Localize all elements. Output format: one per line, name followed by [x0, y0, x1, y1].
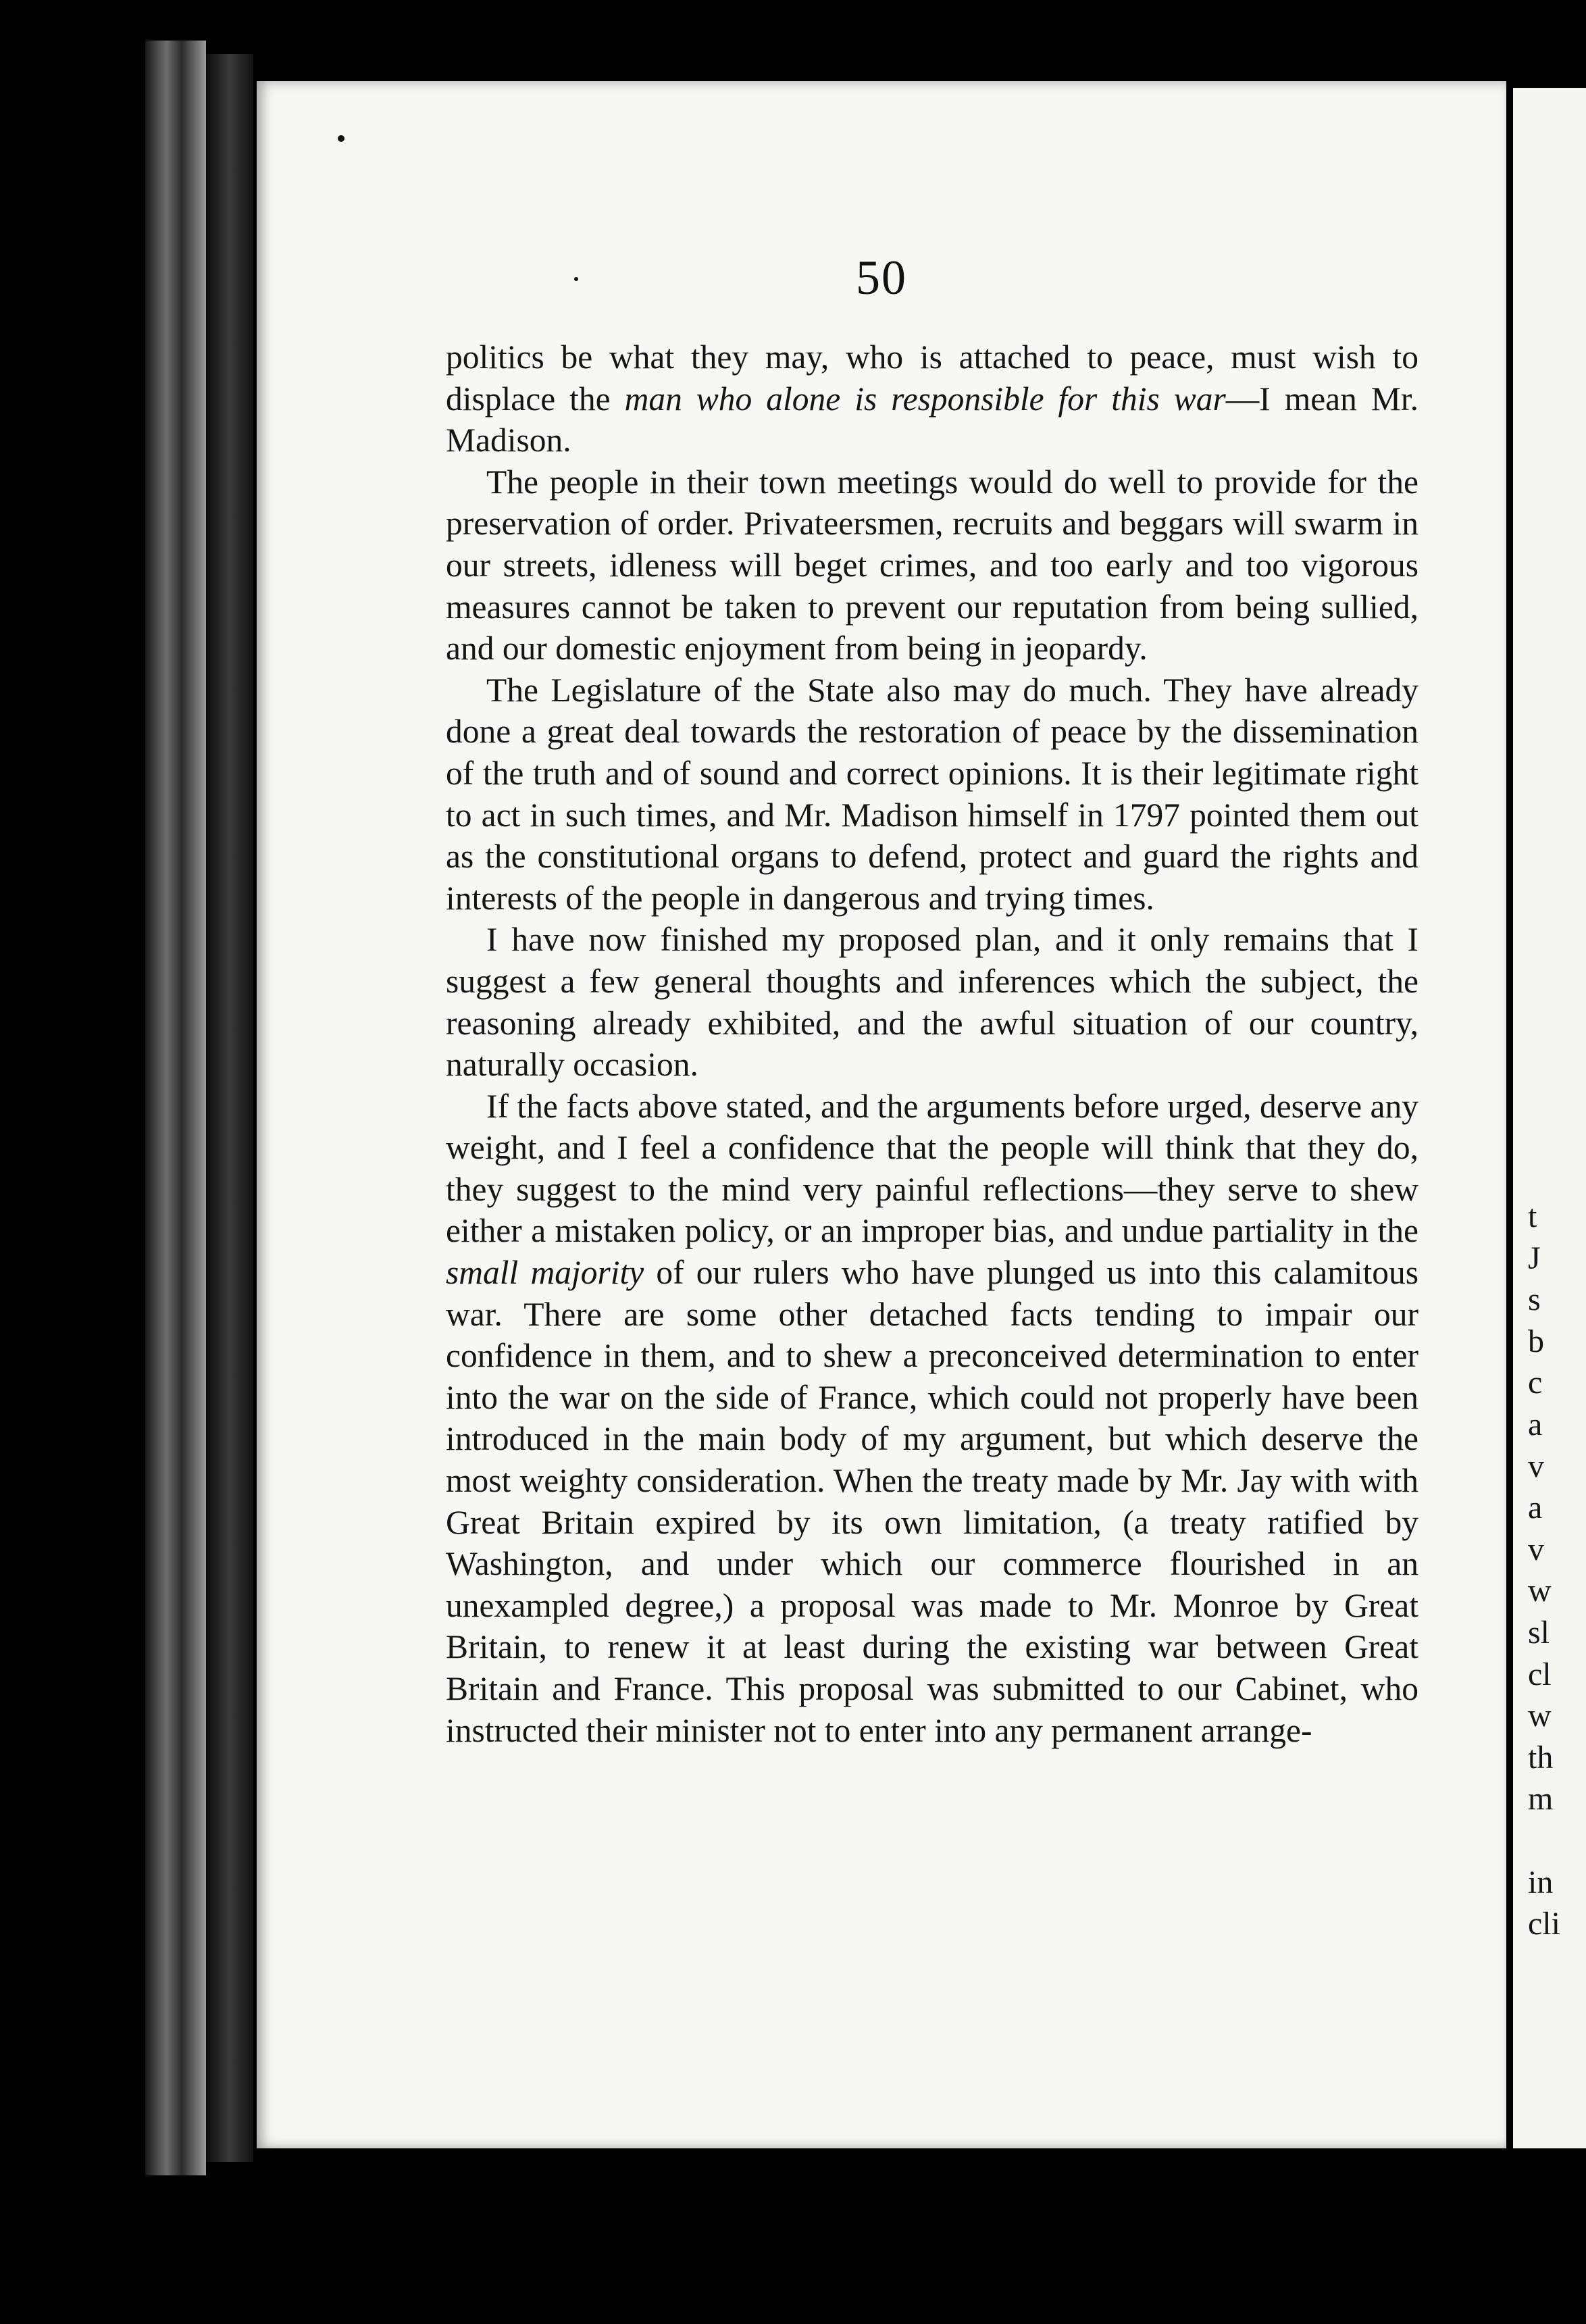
- text-run: The Legislature of the State also may do much. They have already done a great deal towards the restoration of peace by the dissemination of the truth and of sound and correct opinions. It is their legitimate right to act in such times, and Mr. Madison himself in 1797 pointed them out as the constitutional organs to defend, protect and guard the rights and interests of the people in dangerous and trying times.: [446, 671, 1418, 917]
- facing-page-fragment: s: [1528, 1282, 1541, 1318]
- facing-page-fragment: w: [1528, 1573, 1552, 1609]
- italic-text: small majority: [446, 1254, 644, 1292]
- text-run: The people in their town meetings would do well to provide for the preservation of order. Privateersmen, recruits and beggars will swarm in our streets, idleness will beget crimes, and too early and too vigorous measures cannot be taken to prevent our reputation from being sullied, and our domestic enjoyment from being in jeopardy.: [446, 463, 1418, 667]
- ink-speck: [574, 277, 578, 281]
- facing-page-fragment: v: [1528, 1531, 1544, 1567]
- book-spine-edge: [145, 41, 206, 2175]
- paragraph: [446, 919, 1418, 1085]
- facing-page-fragment: in: [1528, 1864, 1554, 1900]
- body-text: [446, 336, 1418, 1751]
- facing-page-text: [1528, 1196, 1586, 1945]
- facing-page-fragment: cl: [1528, 1656, 1552, 1692]
- text-run: —I mean Mr. Madison.: [446, 380, 1419, 459]
- facing-page-fragment: m: [1528, 1781, 1554, 1817]
- facing-page-edge: [1513, 88, 1586, 2148]
- book-page-stack: [206, 54, 253, 2162]
- text-run: If the facts above stated, and the arguments before urged, deserve any weight, and I feel a confidence that the people will think that they do, they suggest to the mind very painful reflections—they serve to shew either a mistaken policy, or an improper bias, and undue partiality in the: [446, 1087, 1418, 1250]
- paragraph: [446, 461, 1418, 670]
- paragraph: [446, 336, 1418, 461]
- ink-speck: [338, 135, 344, 142]
- text-run: politics be what they may, who is attached to peace, must wish to displace the: [446, 338, 1418, 418]
- facing-page-fragment: J: [1528, 1240, 1541, 1276]
- text-run: I have now finished my proposed plan, and it only remains that I suggest a few general thoughts and inferences which the subject, the reasoning already exhibited, and the awful situation of our country, naturally occasion.: [446, 921, 1418, 1084]
- facing-page-fragment: a: [1528, 1490, 1543, 1526]
- facing-page-fragment: [1528, 1820, 1586, 1862]
- facing-page-fragment: th: [1528, 1739, 1554, 1775]
- paragraph: [446, 670, 1418, 919]
- text-run: of our rulers who have plunged us into this calamitous war. There are some other detached facts tending to impair our confidence in them, and to shew a preconceived determination to enter into the war on the side of France, which could not properly have been introduced in the main body of my argument, but which deserve the most weighty consideration. When the treaty made by Mr. Jay with with Great Britain expired by its own limitation, (a treaty ratified by Washington, and under which our commerce flourished in an unexampled degree,) a proposal was made to Mr. Monroe by Great Britain, to renew it at least during the existing war between Great Britain and France. This proposal was submitted to our Cabinet, who instructed their minister not to enter into any permanent arrange-: [446, 1254, 1418, 1749]
- paragraph: [446, 1086, 1418, 1752]
- facing-page-fragment: b: [1528, 1323, 1544, 1359]
- facing-page-fragment: t: [1528, 1198, 1537, 1234]
- book-page: [257, 81, 1506, 2148]
- facing-page-fragment: sl: [1528, 1614, 1550, 1650]
- facing-page-fragment: v: [1528, 1448, 1544, 1484]
- facing-page-fragment: a: [1528, 1406, 1543, 1442]
- facing-page-fragment: w: [1528, 1698, 1552, 1734]
- page-number: 50: [856, 251, 907, 305]
- facing-page-fragment: cli: [1528, 1906, 1560, 1942]
- italic-text: man who alone is responsible for this war: [624, 380, 1226, 418]
- facing-page-fragment: c: [1528, 1365, 1543, 1401]
